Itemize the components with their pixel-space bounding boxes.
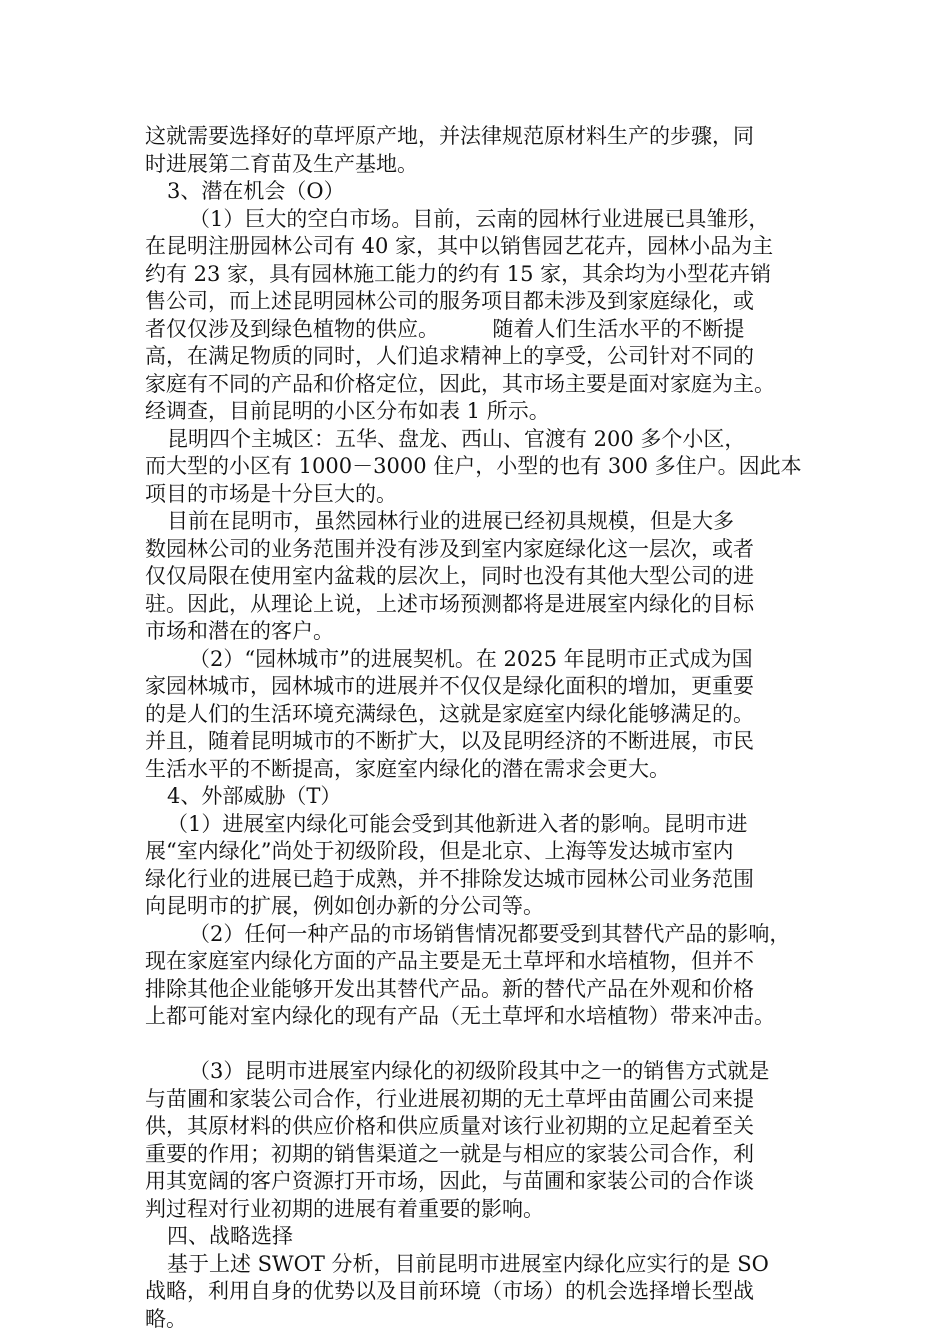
text-line: （2）任何一种产品的市场销售情况都要受到其替代产品的影响， <box>189 921 791 946</box>
text-line: 高，在满足物质的同时，人们追求精神上的享受，公司针对不同的 <box>145 344 754 368</box>
text-line: 略。 <box>145 1306 187 1331</box>
text-line: 数园林公司的业务范围并没有涉及到室内家庭绿化这一层次，或者 <box>145 536 754 561</box>
text-line: 目前在昆明市，虽然园林行业的进展已经初具规模，但是大多 <box>167 509 734 533</box>
text-line: 现在家庭室内绿化方面的产品主要是无土草坪和水培植物，但并不 <box>145 949 754 973</box>
text-line: 在昆明注册园林公司有 40 家，其中以销售园艺花卉，园林小品为主 <box>145 234 774 258</box>
text-line: 绿化行业的进展已趋于成熟，并不排除发达城市园林公司业务范围 <box>145 866 754 891</box>
text-line: 市场和潜在的客户。 <box>145 619 334 643</box>
blank-line <box>145 1031 825 1059</box>
text-line: 项目的市场是十分巨大的。 <box>145 481 397 506</box>
text-line: 重要的作用；初期的销售渠道之一就是与相应的家装公司合作，利 <box>145 1141 754 1166</box>
text-line: 用其宽阔的客户资源打开市场，因此，与苗圃和家装公司的合作谈 <box>145 1169 754 1193</box>
text-line: 家庭有不同的产品和价格定位，因此，其市场主要是面对家庭为主。 <box>145 371 775 396</box>
text-line: 向昆明市的扩展，例如创办新的分公司等。 <box>145 894 544 918</box>
text-line: 约有 23 家，具有园林施工能力的约有 15 家，其余均为小型花卉销 <box>145 261 772 286</box>
text-line: 供，其原材料的供应价格和供应质量对该行业初期的立足起着至关 <box>145 1114 754 1138</box>
text-line: （1）巨大的空白市场。目前，云南的园林行业进展已具雏形， <box>189 206 770 231</box>
text-line: （2）“园林城市”的进展契机。在 2025 年昆明市正式成为国 <box>189 646 753 671</box>
text-line: 售公司，而上述昆明园林公司的服务项目都未涉及到家庭绿化，或 <box>145 289 754 313</box>
text-line: 3、潜在机会（O） <box>167 179 345 203</box>
text-line: 昆明四个主城区：五华、盘龙、西山、官渡有 200 多个小区， <box>167 426 746 451</box>
text-line: 者仅仅涉及到绿色植物的供应。 随着人们生活水平的不断提 <box>145 316 745 341</box>
text-line: 四、战略选择 <box>167 1224 293 1248</box>
document-body <box>145 123 825 1333</box>
text-line: 而大型的小区有 1000－3000 住户，小型的也有 300 多住户。因此本 <box>145 454 802 478</box>
text-line: 上都可能对室内绿化的现有产品（无土草坪和水培植物）带来冲击。 <box>145 1004 775 1028</box>
text-line: 这就需要选择好的草坪原产地，并法律规范原材料生产的步骤，同 <box>145 124 754 148</box>
text-line: 展“室内绿化”尚处于初级阶段，但是北京、上海等发达城市室内 <box>145 839 734 863</box>
text-line: 驻。因此，从理论上说，上述市场预测都将是进展室内绿化的目标 <box>145 591 754 616</box>
text-line: 排除其他企业能够开发出其替代产品。新的替代产品在外观和价格 <box>145 976 754 1001</box>
text-line: 与苗圃和家装公司合作，行业进展初期的无土草坪由苗圃公司来提 <box>145 1086 754 1111</box>
text-line: （1）进展室内绿化可能会受到其他新进入者的影响。昆明市进 <box>167 811 748 836</box>
text-line: 的是人们的生活环境充满绿色，这就是家庭室内绿化能够满足的。 <box>145 701 754 726</box>
text-line: 战略，利用自身的优势以及目前环境（市场）的机会选择增长型战 <box>145 1279 754 1303</box>
text-line: 生活水平的不断提高，家庭室内绿化的潜在需求会更大。 <box>145 756 670 781</box>
text-line: 时进展第二育苗及生产基地。 <box>145 151 418 176</box>
text-line: 4、外部威胁（T） <box>167 784 342 808</box>
text-line: 仅仅局限在使用室内盆栽的层次上，同时也没有其他大型公司的进 <box>145 564 754 588</box>
text-line: 判过程对行业初期的进展有着重要的影响。 <box>145 1196 544 1221</box>
text-line: （3）昆明市进展室内绿化的初级阶段其中之一的销售方式就是 <box>189 1059 770 1083</box>
text-line: 基于上述 SWOT 分析，目前昆明市进展室内绿化应实行的是 SO <box>167 1251 769 1276</box>
text-line: 并且，随着昆明城市的不断扩大，以及昆明经济的不断进展，市民 <box>145 729 754 753</box>
text-line: 经调查，目前昆明的小区分布如表 1 所示。 <box>145 399 550 423</box>
text-line: 家园林城市，园林城市的进展并不仅仅是绿化面积的增加，更重要 <box>145 674 754 698</box>
